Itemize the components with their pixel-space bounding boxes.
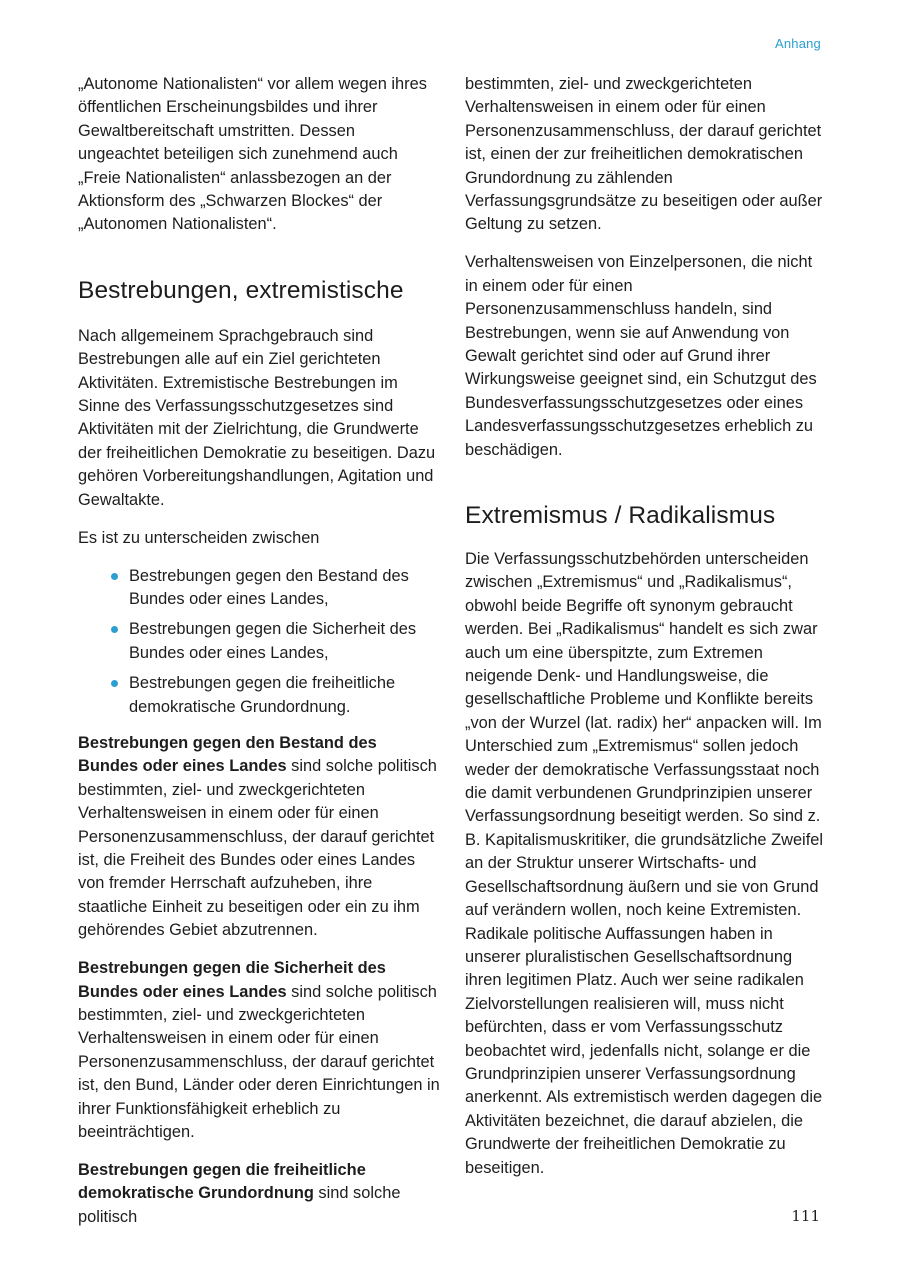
bullet-list <box>78 565 440 719</box>
list-item-text: Bestrebungen gegen die freiheitliche demokratische Grundordnung. <box>129 674 396 716</box>
list-item-text: Bestrebungen gegen den Bestand des Bundes oder eines Landes, <box>129 566 409 608</box>
sicherheit-term: Bestrebungen gegen die Sicherheit des Bundes oder eines Landes <box>78 959 386 1001</box>
list-intro: Es ist zu unterscheiden zwischen <box>78 528 320 547</box>
bullet-icon <box>111 573 118 580</box>
list-item <box>111 618 440 665</box>
fdgo-term: Bestrebungen gegen die freiheitliche demokratische Grundordnung <box>78 1160 366 1203</box>
left-column <box>78 73 440 1244</box>
bestand-paragraph <box>78 732 440 943</box>
heading-bestrebungen: Bestrebungen, extremistische <box>78 276 404 304</box>
fdgo-text: sind solche politisch <box>78 1184 401 1226</box>
fdgo-paragraph <box>78 1159 440 1229</box>
bestand-text: sind solche politisch bestimmten, ziel- und zweckgerichteten Verhaltensweisen in einem oder für einen Personenzusammenschluss, der darauf gerichtet ist, die Freiheit des Bundes oder eines Landes von fremder Herrschaft aufzuheben, ihre staatliche Einheit zu beseitigen oder ein zu ihm gehörendes Gebiet abzutrennen. <box>78 757 437 940</box>
einzelpersonen-paragraph: Verhaltensweisen von Einzelpersonen, die nicht in einem oder für einen Personenzusammenschluss handeln, sind Bestrebungen, wenn sie auf Anwendung von Gewalt gerichtet sind oder auf Grund ihrer Wirkungsweise geeignet sind, ein Schutzgut des Bundesverfassungsschutzgesetzes oder eines Landesverfassungsschutzgesetzes erheblich zu beschädigen. <box>465 253 817 459</box>
extremismus-body: Die Verfassungsschutzbehörden unterscheiden zwischen „Extremismus“ und „Radikalismus“, obwohl beide Begriffe oft synonym gebraucht werden. Bei „Radikalismus“ handelt es sich zwar auch um eine überspitzte, zum Extremen neigende Denk- und Handlungsweise, die gesellschaftliche Probleme und Konflikte bereits „von der Wurzel (lat. radix) her“ anpacken will. Im Unterschied zum „Extremismus“ sollen jedoch weder der demokratische Verfassungsstaat noch die damit verbundenen Grundprinzipien unserer Verfassungsordnung beseitigt werden. So sind z. B. Kapitalismuskritiker, die grundsätzliche Zweifel an der Struktur unserer Wirtschafts- und Gesellschaftsordnung äußern und sie von Grund auf verändern wollen, noch keine Extremisten. Radikale politische Auffassungen haben in unserer pluralistischen Gesellschaftsordnung ihren legitimen Platz. Auch wer seine radikalen Zielvorstellungen realisieren will, muss nicht befürchten, dass er vom Verfassungsschutz beobachtet wird, jedenfalls nicht, solange er die Grundprinzipien unserer Verfassungsordnung anerkennt. Als extremistisch werden dagegen die Aktivitäten bezeichnet, die darauf abzielen, die Grundwerte der freiheitlichen Demokratie zu beseitigen. <box>465 550 824 1177</box>
bullet-icon <box>111 680 118 687</box>
right-column <box>465 73 827 1194</box>
heading-extremismus: Extremismus / Radikalismus <box>465 502 776 529</box>
bestand-term: Bestrebungen gegen den Bestand des Bundes oder eines Landes <box>78 733 377 776</box>
page-number: 111 <box>791 1207 820 1225</box>
continuation-paragraph: bestimmten, ziel- und zweckgerichteten Verhaltensweisen in einem oder für einen Personenzusammenschluss, der darauf gerichtet ist, einen der zur freiheitlichen demokratischen Grundordnung zu zählenden Verfassungsgrundsätze zu beseitigen oder außer Geltung zu setzen. <box>465 75 823 234</box>
list-item <box>111 565 440 612</box>
sicherheit-paragraph <box>78 957 440 1144</box>
intro-paragraph: „Autonome Nationalisten“ vor allem wegen ihres öffentlichen Erscheinungsbildes und ihrer Gewaltbereitschaft umstritten. Dessen ungeachtet beteiligen sich zunehmend auch „Freie Nationalisten“ anlassbezogen an der Aktionsform des „Schwarzen Blockes“ der „Autonomen Nationalisten“. <box>78 75 427 234</box>
sicherheit-text: sind solche politisch bestimmten, ziel- und zweckgerichteten Verhaltensweisen in einem oder für einen Personenzusammenschluss, der darauf gerichtet ist, den Bund, Länder oder deren Einrichtungen in ihrer Funktionsfähigkeit erheblich zu beeinträchtigen. <box>78 982 440 1141</box>
running-head: Anhang <box>774 36 821 51</box>
list-item <box>111 672 440 719</box>
list-item-text: Bestrebungen gegen die Sicherheit des Bundes oder eines Landes, <box>129 620 417 662</box>
definition-paragraph: Nach allgemeinem Sprachgebrauch sind Bestrebungen alle auf ein Ziel gerichteten Aktivitäten. Extremistische Bestrebungen im Sinne des Verfassungsschutzgesetzes sind Aktivitäten mit der Zielrichtung, die Grundwerte der freiheitlichen Demokratie zu beseitigen. Dazu gehören Vorbereitungshandlungen, Agitation und Gewaltakte. <box>78 326 436 509</box>
bullet-icon <box>111 626 118 633</box>
